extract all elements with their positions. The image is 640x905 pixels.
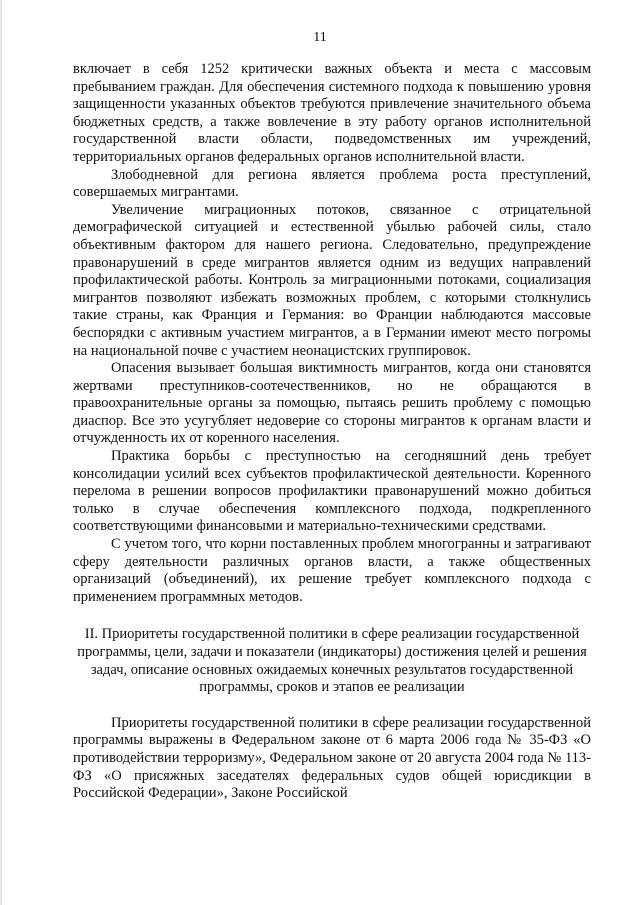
- paragraph: Опасения вызывает большая виктимность мигрантов, когда они становятся жертвами преступников-соотечественников, но не обращаются в правоохранительные органы за помощью, пытаясь решить проблему с помощью диаспор. Все это усугубляет недоверие со стороны мигрантов к органам власти и отчужденность их от коренного населения.: [73, 360, 591, 447]
- paragraph: Увеличение миграционных потоков, связанное с отрицательной демографической ситуацией и естественной убылью рабочей силы, стало объективным фактором для нашего региона. Следовательно, предупреждение правонарушений в среде мигрантов является одним из ведущих направлений профилактической работы. Контроль за миграционными потоками, социализация мигрантов позволяют избежать возможных проблем, с которыми столкнулись такие страны, как Франция и Германия: во Франции наблюдаются массовые беспорядки с активным участием мигрантов, а в Германии имеют место погромы на национальной почве с участием неонацистских группировок.: [73, 201, 591, 359]
- page-number: 11: [313, 30, 327, 45]
- document-body: [73, 61, 591, 803]
- paragraph: С учетом того, что корни поставленных проблем многогранны и затрагивают сферу деятельности различных органов власти, а также общественных организаций (объединений), их решение требует комплексного подхода с применением программных методов.: [73, 536, 591, 605]
- scan-edge: [0, 0, 2, 905]
- paragraph: Практика борьбы с преступностью на сегодняшний день требует консолидации усилий всех субъектов профилактической деятельности. Коренного перелома в решении вопросов профилактики правонарушений можно добиться только в случае обеспечения комплексного подхода, подкрепленного соответствующими финансовыми и материально-техническими средствами.: [73, 448, 591, 535]
- section-heading: II. Приоритеты государственной политики в сфере реализации государственной программы, цели, задачи и показатели (индикаторы) достижения целей и решения задач, описание основных ожидаемых конечных результатов государственной программы, сроков и этапов ее реализации: [77, 626, 587, 696]
- paragraph: включает в себя 1252 критически важных объекта и места с массовым пребыванием граждан. Для обеспечения системного подхода к повышению уровня защищенности указанных объектов требуются привлечение значительного объема бюджетных средств, а также вовлечение в эту работу органов исполнительной государственной власти области, подведомственных им учреждений, территориальных органов федеральных органов исполнительной власти.: [73, 61, 591, 165]
- paragraph: Приоритеты государственной политики в сфере реализации государственной программы выражены в Федеральном законе от 6 марта 2006 года № 35-ФЗ «О противодействии терроризму», Федеральном законе от 20 августа 2004 года № 113-ФЗ «О присяжных заседателях федеральных судов общей юрисдикции в Российской Федерации», Законе Российской: [73, 714, 591, 802]
- paragraph: Злободневной для региона является проблема роста преступлений, совершаемых мигрантами.: [73, 166, 591, 201]
